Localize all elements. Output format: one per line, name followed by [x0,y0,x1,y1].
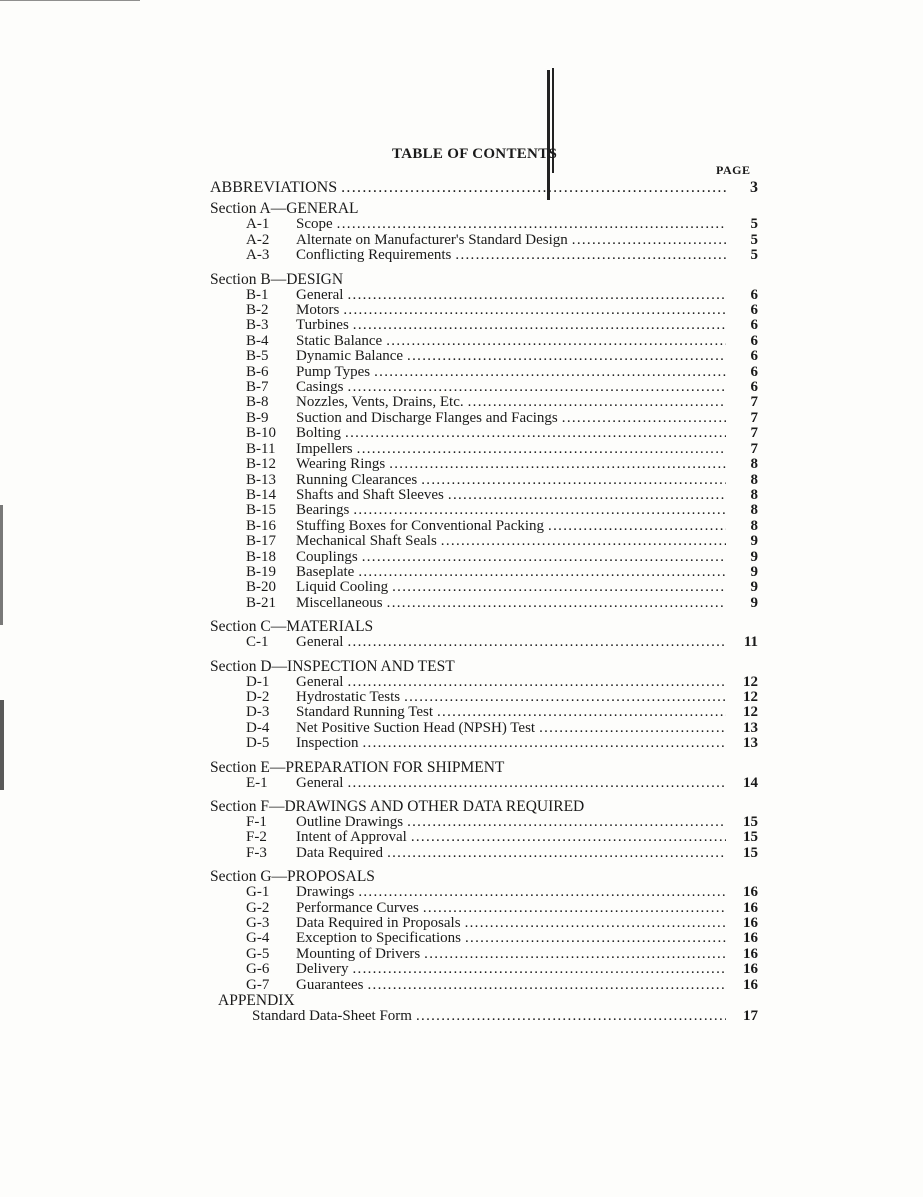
page-number: 6 [750,286,758,303]
dot-leader [347,776,726,791]
page-number: 14 [743,774,758,791]
entry-code: A-3 [246,247,270,264]
toc-entry [210,635,758,650]
entry-code: C-1 [246,634,269,651]
page-number: 6 [750,332,758,349]
section-heading: Section F—DRAWINGS AND OTHER DATA REQUIRED [210,798,585,815]
dot-leader [358,885,726,900]
entry-code: B-17 [246,533,276,550]
dot-leader [423,901,726,916]
page-title: TABLE OF CONTENTS [392,146,558,162]
page-number: 8 [750,517,758,534]
page-number: 12 [743,688,758,705]
dot-leader [465,931,726,946]
entry-label: Wearing Rings [296,456,386,473]
toc-entry [210,426,758,441]
dot-leader [353,318,726,333]
page-number: 16 [743,976,758,993]
entry-code: B-14 [246,486,276,503]
entry-code: E-1 [246,774,268,791]
dot-leader [407,349,726,364]
page-number: 9 [750,563,758,580]
entry-code: B-11 [246,440,276,457]
entry-label: Intent of Approval [296,829,407,846]
entry-code: F-1 [246,814,267,830]
toc-entry [210,318,758,333]
entry-label: General [296,286,344,303]
dot-leader [468,395,726,410]
entry-label: Stuffing Boxes for Conventional Packing [296,517,545,534]
entry-label: ABBREVIATIONS [210,179,338,196]
page-number: 16 [743,945,758,962]
dot-leader [387,596,726,611]
entry-label: Turbines [296,317,349,334]
page-number: 16 [743,884,758,901]
toc-entry [210,846,758,861]
page-number: 6 [750,317,758,334]
scan-artifact-left-edge-2 [0,700,4,790]
entry-code: B-10 [246,425,276,442]
toc-entry [210,503,758,518]
entry-label: Performance Curves [296,899,419,916]
toc-entry [210,596,758,611]
toc-abbreviations-entry [210,180,758,195]
toc-entry [210,303,758,318]
toc-entry [210,488,758,503]
dot-leader [358,565,726,580]
dot-leader [407,815,726,830]
entry-code: B-5 [246,348,269,365]
page-number: 6 [750,379,758,396]
page-number: 16 [743,899,758,916]
toc-entry [210,830,758,845]
page-number: 8 [750,471,758,488]
toc-entry [210,457,758,472]
page-number: 5 [750,247,758,264]
entry-label: Scope [296,216,333,233]
entry-label: Inspection [296,735,359,752]
page-number: 6 [750,302,758,319]
entry-label: Hydrostatic Tests [296,688,401,705]
entry-label: General [296,774,344,791]
entry-code: B-6 [246,363,269,380]
entry-label: Conflicting Requirements [296,247,452,264]
dot-leader [347,635,726,650]
toc-entry [210,947,758,962]
toc-entry [210,580,758,595]
entry-code: G-4 [246,930,270,947]
dot-leader [572,233,726,248]
toc-entry [210,395,758,410]
page-number: 16 [743,915,758,932]
entry-label: Outline Drawings [296,814,404,830]
entry-label: Net Positive Suction Head (NPSH) Test [296,719,536,736]
dot-leader [341,180,726,195]
toc-entry [210,690,758,705]
entry-label: Data Required in Proposals [296,915,461,932]
entry-code: G-2 [246,899,270,916]
entry-label: Pump Types [296,363,371,380]
dot-leader [337,217,726,232]
dot-leader [392,580,726,595]
entry-label: Couplings [296,548,358,565]
entry-label: Mechanical Shaft Seals [296,533,437,550]
page-number: 12 [743,673,758,690]
page-number: 9 [750,579,758,596]
dot-leader [441,534,726,549]
entry-label: Baseplate [296,563,355,580]
toc-entry [210,736,758,751]
dot-leader [455,248,726,263]
entry-label: Casings [296,379,344,396]
page-number: 15 [743,814,758,830]
page-number: 6 [750,363,758,380]
dot-leader [424,947,726,962]
entry-label: Impellers [296,440,353,457]
entry-label: Exception to Specifications [296,930,461,947]
dot-leader [389,457,726,472]
entry-label: General [296,634,344,651]
section-heading: Section C—MATERIALS [210,618,374,636]
toc-entry [210,885,758,900]
appendix-entry [210,1009,758,1024]
entry-code: A-1 [246,216,270,233]
toc-entry [210,248,758,263]
entry-code: B-19 [246,563,276,580]
page-number: 16 [743,930,758,947]
toc-entry [210,334,758,349]
dot-leader [539,721,726,736]
entry-code: B-8 [246,394,269,411]
dot-leader [562,411,726,426]
entry-code: B-4 [246,332,269,349]
dot-leader [362,550,726,565]
page-number: 8 [750,456,758,473]
entry-code: D-3 [246,704,270,721]
entry-code: B-2 [246,302,269,319]
page-number: 15 [743,829,758,846]
entry-label: Mounting of Drivers [296,945,421,962]
entry-code: G-1 [246,884,270,901]
toc-sections [210,201,758,993]
toc-entry [210,288,758,303]
toc-entry [210,365,758,380]
dot-leader [353,503,726,518]
entry-code: D-5 [246,735,270,752]
toc-appendix [210,993,758,1024]
entry-code: B-9 [246,409,269,426]
page-number: 11 [743,634,758,651]
dot-leader [387,846,726,861]
section-heading: Section A—GENERAL [210,200,359,218]
toc-entry [210,349,758,364]
dot-leader [357,442,726,457]
toc-entry [210,931,758,946]
dot-leader [465,916,726,931]
page-number: 9 [750,548,758,565]
entry-code: D-1 [246,673,270,690]
entry-label: Shafts and Shaft Sleeves [296,486,444,503]
page-number: 7 [750,394,758,411]
page-number: 13 [743,735,758,752]
entry-label: Bearings [296,502,350,519]
toc-entry [210,550,758,565]
toc-entry [210,962,758,977]
entry-label: Motors [296,302,340,319]
page-number: 9 [750,594,758,611]
entry-code: B-21 [246,594,276,611]
page-number: 16 [743,961,758,978]
table-of-contents [210,180,758,1024]
entry-code: B-20 [246,579,276,596]
entry-code: G-7 [246,976,270,993]
page-number: 9 [750,533,758,550]
entry-label: General [296,673,344,690]
toc-entry [210,901,758,916]
dot-leader [548,519,726,534]
toc-entry [210,411,758,426]
page-number: 8 [750,502,758,519]
entry-code: G-6 [246,961,270,978]
toc-entry [210,675,758,690]
page-number: 13 [743,719,758,736]
entry-code: D-2 [246,688,270,705]
section-heading: Section D—INSPECTION AND TEST [210,657,455,675]
dot-leader [347,288,726,303]
dot-leader [374,365,726,380]
entry-label: Running Clearances [296,471,418,488]
toc-entry [210,978,758,993]
entry-code: B-18 [246,548,276,565]
entry-code: A-2 [246,231,270,248]
entry-label: Standard Data-Sheet Form [252,1008,412,1025]
entry-code: B-12 [246,456,276,473]
entry-label: Miscellaneous [296,594,383,611]
page-number: 7 [750,440,758,457]
entry-label: Bolting [296,425,342,442]
page-number: 5 [750,231,758,248]
section-heading: Section B—DESIGN [210,270,344,288]
page-number: 5 [750,216,758,233]
toc-entry [210,233,758,248]
page-number: 3 [750,179,758,196]
dot-leader [437,705,726,720]
dot-leader [411,830,726,845]
section-heading: Section G—PROPOSALS [210,868,375,886]
entry-label: Dynamic Balance [296,348,404,365]
page-number: 12 [743,704,758,721]
entry-label: Nozzles, Vents, Drains, Etc. [296,394,464,411]
dot-leader [348,380,726,395]
dot-leader [448,488,726,503]
entry-label: Guarantees [296,976,364,993]
entry-label: Liquid Cooling [296,579,389,596]
dot-leader [345,426,726,441]
entry-label: Data Required [296,844,384,861]
section-heading: Section E—PREPARATION FOR SHIPMENT [210,758,505,776]
page-number: 15 [743,844,758,861]
page-number: 7 [750,425,758,442]
entry-label: Delivery [296,961,349,978]
toc-entry [210,380,758,395]
entry-code: G-3 [246,915,270,932]
toc-entry [210,473,758,488]
entry-label: Drawings [296,884,355,901]
toc-entry [210,721,758,736]
toc-entry [210,705,758,720]
scan-artifact-left-edge [0,505,3,625]
entry-code: F-2 [246,829,267,846]
dot-leader [421,473,726,488]
entry-code: F-3 [246,844,267,861]
entry-label: Static Balance [296,332,383,349]
toc-entry [210,815,758,830]
entry-label: Alternate on Manufacturer's Standard Design [296,231,568,248]
toc-entry [210,442,758,457]
page-number: 7 [750,409,758,426]
page-number: 8 [750,486,758,503]
toc-entry [210,776,758,791]
entry-code: B-13 [246,471,276,488]
appendix-heading: APPENDIX [218,992,295,1010]
entry-code: B-3 [246,317,269,334]
entry-code: B-15 [246,502,276,519]
dot-leader [404,690,726,705]
dot-leader [352,962,726,977]
toc-entry [210,565,758,580]
entry-code: B-1 [246,286,269,303]
entry-code: D-4 [246,719,270,736]
entry-label: Suction and Discharge Flanges and Facings [296,409,558,426]
toc-entry [210,519,758,534]
entry-code: G-5 [246,945,270,962]
dot-leader [367,978,726,993]
entry-code: B-7 [246,379,269,396]
dot-leader [343,303,726,318]
scan-artifact-top-edge [0,0,140,1]
dot-leader [347,675,726,690]
toc-entry [210,916,758,931]
page-column-label: PAGE [716,163,751,177]
page-number: 6 [750,348,758,365]
toc-entry [210,217,758,232]
dot-leader [362,736,726,751]
dot-leader [416,1009,726,1024]
entry-code: B-16 [246,517,276,534]
dot-leader [386,334,726,349]
toc-entry [210,534,758,549]
entry-label: Standard Running Test [296,704,433,721]
page-number: 17 [743,1008,758,1025]
